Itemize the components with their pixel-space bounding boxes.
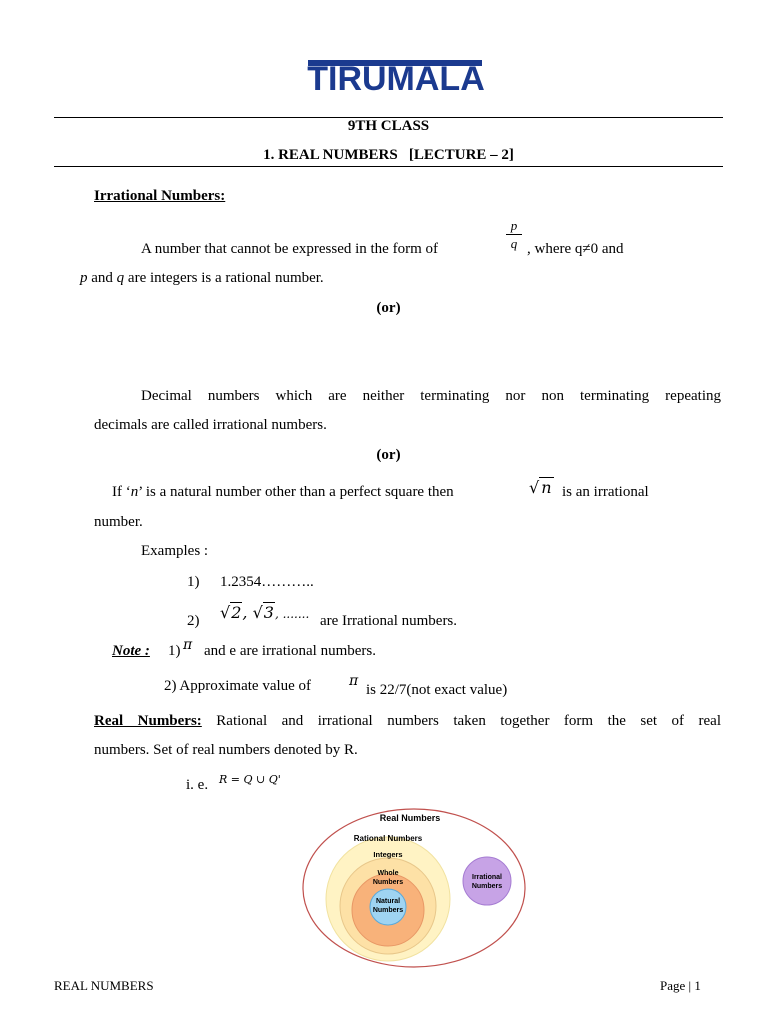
venn-label-natural-2: Numbers (372, 907, 404, 914)
ie-math: R = Q ∪ Q' (219, 773, 281, 786)
def3-line1 (112, 484, 454, 501)
def3-c: is an irrational (562, 484, 649, 500)
note2-text-a: 2) Approximate value of (164, 678, 312, 694)
example2-math: √2, √3, ....... (220, 603, 310, 622)
footer-left: REAL NUMBERS (54, 978, 154, 993)
def3-var-n: n (130, 484, 139, 500)
class-title: 9TH CLASS (347, 118, 430, 134)
real-line2: numbers. Set of real numbers denoted by R. (94, 742, 358, 758)
examples-label: Examples : (141, 543, 209, 559)
def1-text-b: , where q≠0 and (527, 241, 624, 257)
sqrt-3: 3 (263, 603, 274, 622)
header-rule-bottom (54, 166, 723, 167)
real-line1-text: Rational and irrational numbers taken together form the set of real (201, 713, 721, 729)
logo-text: TIRUMALA (307, 60, 485, 98)
example2-text: are Irrational numbers. (320, 613, 458, 629)
venn-label-irrational-2: Numbers (471, 883, 503, 890)
def1-text-a: A number that cannot be expressed in the form of (141, 241, 438, 257)
def3-line2: number. (94, 514, 143, 530)
def1-line2-rest: are integers is a rational number. (124, 270, 324, 286)
note-label: Note : (112, 643, 150, 659)
def1-var-q: q (116, 270, 125, 286)
venn-label-whole-1: Whole (377, 870, 399, 877)
sqrt-n: √ n (529, 478, 552, 497)
example1-value: 1.2354……….. (220, 574, 314, 590)
note1-num: 1) (168, 643, 181, 659)
def1-var-p: p (80, 270, 88, 286)
def3-a: If ‘ (112, 484, 131, 500)
lecture-title: 1. REAL NUMBERS [LECTURE – 2] (263, 147, 514, 163)
def1-and: and (87, 270, 117, 286)
note2-text-b: is 22/7(not exact value) (366, 682, 508, 698)
def3-b: ’ is a natural number other than a perfect square then (138, 484, 454, 500)
venn-label-real: Real Numbers (379, 813, 441, 823)
note1-pi: π (183, 637, 193, 653)
example2-num: 2) (187, 613, 200, 629)
logo (306, 58, 486, 98)
or-separator-2: (or) (376, 447, 401, 463)
def2-line1: Decimal numbers which are neither terminating nor non terminating repeating (141, 388, 721, 404)
def1-line2 (80, 270, 324, 287)
def2-line2: decimals are called irrational numbers. (94, 417, 327, 433)
fraction-p-over-q (503, 218, 525, 251)
venn-label-natural-1: Natural (375, 898, 401, 905)
sqrt-n-radicand: n (541, 478, 552, 497)
or-separator-1: (or) (376, 300, 401, 316)
ie-label: i. e. (186, 777, 209, 793)
venn-label-whole-2: Numbers (372, 879, 404, 886)
irrational-heading: Irrational Numbers: (94, 188, 226, 204)
fraction-denominator: q (510, 236, 518, 251)
fraction-bar (506, 234, 522, 235)
example1-num: 1) (187, 574, 200, 590)
fraction-numerator: p (510, 218, 518, 233)
sqrt-2: 2 (231, 603, 242, 622)
note1-text: and e are irrational numbers. (204, 643, 377, 659)
note2-pi: π (349, 673, 359, 689)
real-line1 (94, 713, 721, 730)
venn-label-rational: Rational Numbers (353, 834, 423, 843)
example2-ellipsis: , ....... (274, 607, 310, 621)
venn-label-integers: Integers (373, 850, 403, 859)
real-numbers-venn-diagram (300, 806, 528, 970)
venn-irrational-circle (463, 857, 511, 905)
real-heading: Real Numbers: (94, 713, 202, 729)
footer-page-number: Page | 1 (660, 978, 701, 993)
venn-label-irrational-1: Irrational (472, 874, 502, 881)
